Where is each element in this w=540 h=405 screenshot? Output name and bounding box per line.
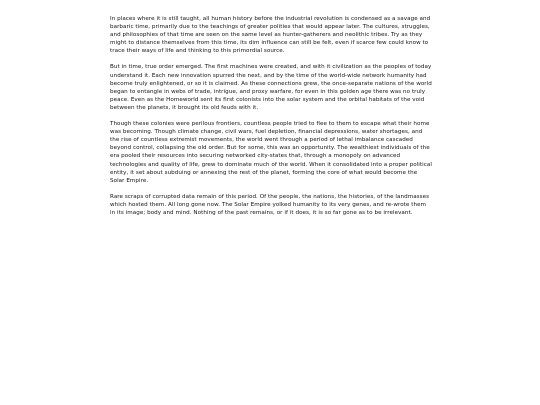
paragraph-lost-records: Rare scraps of corrupted data remain of this period. Of the people, the nations, the histories, of the landmasses which hosted them. All long gone now. The Solar Empire yolked humanity to its very genes, and re-wrote them in its image; body and mind. Nothing of the past remains, or if it does, it is so far gone as to be irrelevant. [110,193,430,216]
paragraph-rise-of-empire: Though these colonies were perilous frontiers, countless people tried to flee to them to escape what their home was becoming. Though climate change, civil wars, fuel depletion, financial depressions, water shortages, and the rise of countless extremist movements, the world went through a period of lethal imbalance cascaded beyond control, collapsing the old order. But for some, this was an opportunity. The wealthiest individuals of the era pooled their resources into securing networked city-states that, through a monopoly on advanced technologies and quality of life, grew to dominate much of the world. When it consolidated into a proper political entity, it set about subduing or annexing the rest of the planet, forming the core of what would become the Solar Empire. [110,121,432,184]
document-body [110,15,432,225]
paragraph-age-of-machines: But in time, true order emerged. The first machines were created, and with it civilization as the peoples of today understand it. Each new innovation spurred the next, and by the time of the world-wide network humanity had become truly enlightened, or so it is claimed. As these connections grew, the once-separate nations of the world began to entangle in webs of trade, intrigue, and proxy warfare, for even in this golden age there was no truly peace. Even as the Homeworld sent its first colonists into the solar system and the orbital habitats of the void between the planets, it brought its old feuds with it. [110,64,432,111]
paragraph-ancient-history: In places where it is still taught, all human history before the industrial revolution is condensed as a savage and barbaric time, primarily due to the teachings of greater polities that would appear later. The cultures, struggles, and philosophies of that time are seen on the same level as hunter-gatherers and neolithic tribes. Try as they might to distance themselves from this time, its dim influence can still be felt, even if scarce few could know to trace their ways of life and thinking to this primordial source. [110,16,431,55]
